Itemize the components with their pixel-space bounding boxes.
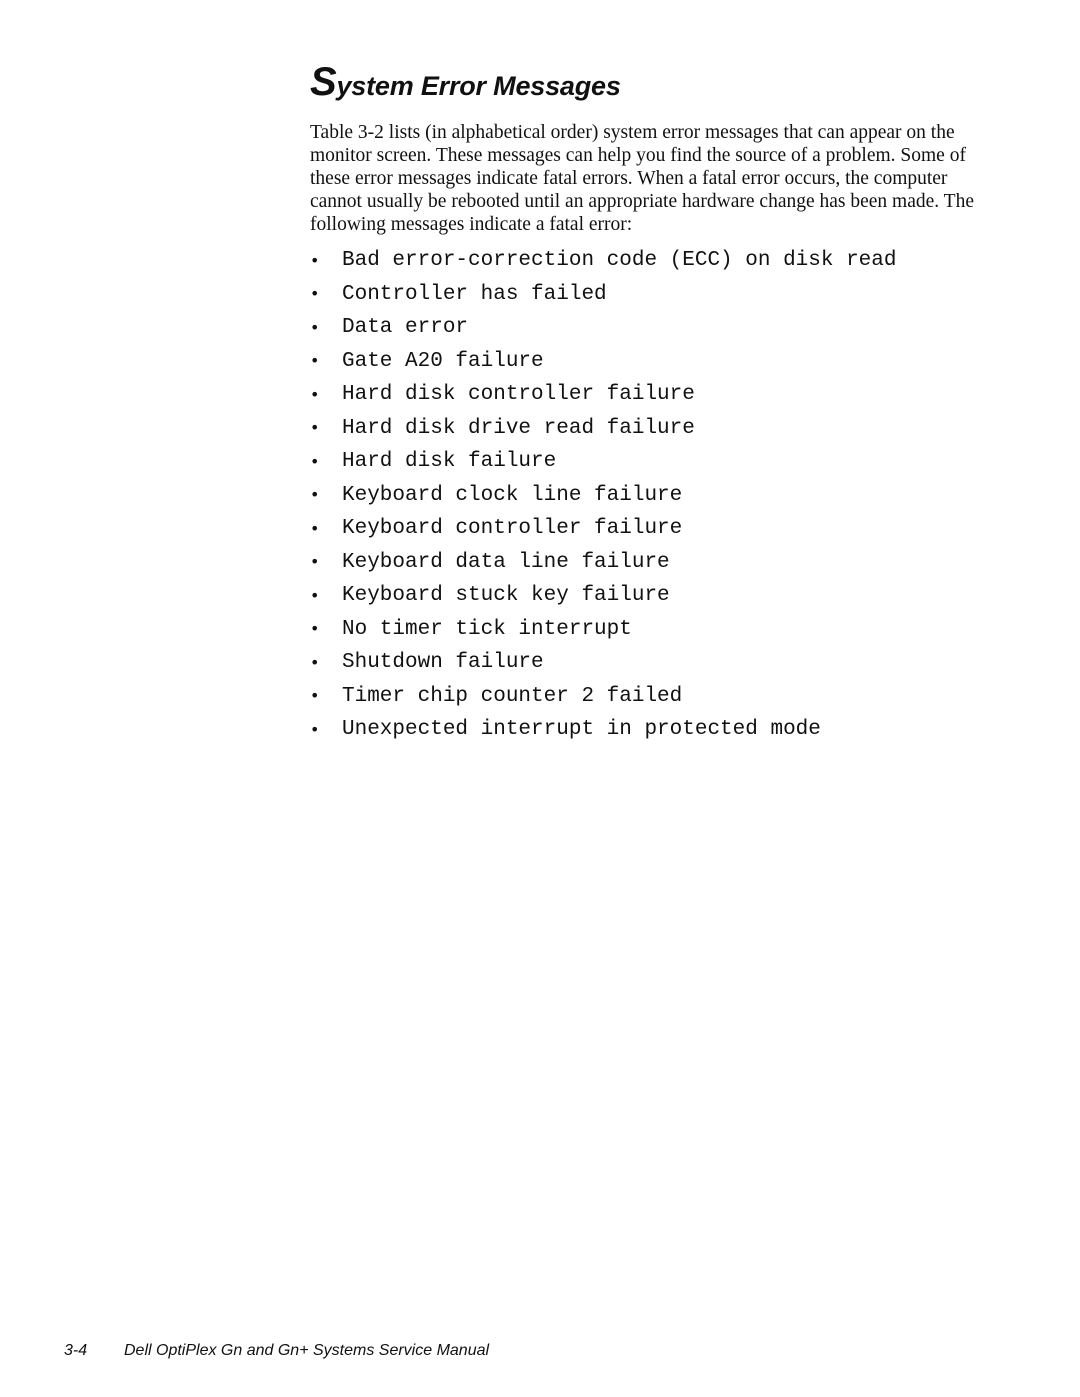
list-item xyxy=(308,680,897,714)
bullet-icon: • xyxy=(310,585,320,605)
bullet-icon: • xyxy=(310,284,320,304)
list-item xyxy=(308,311,897,345)
error-message: Hard disk failure xyxy=(342,450,557,474)
error-message: Hard disk controller failure xyxy=(342,383,695,407)
error-message: Timer chip counter 2 failed xyxy=(342,684,683,708)
list-item xyxy=(308,278,897,312)
manual-title: Dell OptiPlex Gn and Gn+ Systems Service Manual xyxy=(124,1342,490,1359)
page-number: 3-4 xyxy=(64,1342,88,1359)
page-footer xyxy=(64,1342,489,1360)
error-message: Controller has failed xyxy=(342,282,607,306)
list-item xyxy=(308,445,897,479)
error-message: Data error xyxy=(342,316,469,340)
error-message: No timer tick interrupt xyxy=(342,617,632,641)
bullet-icon: • xyxy=(310,518,320,538)
bullet-icon: • xyxy=(310,719,320,739)
bullet-icon: • xyxy=(310,384,320,404)
bullet-icon: • xyxy=(310,686,320,706)
bullet-icon: • xyxy=(310,552,320,572)
bullet-icon: • xyxy=(310,451,320,471)
bullet-icon: • xyxy=(310,250,320,270)
error-message: Keyboard stuck key failure xyxy=(342,584,670,608)
section-heading-text: ystem Error Messages xyxy=(336,71,621,101)
intro-paragraph: Table 3-2 lists (in alphabetical order) system error messages that can appear on the monitor screen. These messages can help you find the source of a problem. Some of these error messages indicate fatal errors. When a fatal error occurs, the computer cannot usually be rebooted until an appropriate hardware change has been made. The following messages indicate a fatal error: xyxy=(310,122,974,235)
list-item xyxy=(308,479,897,513)
bullet-icon: • xyxy=(310,317,320,337)
bullet-icon: • xyxy=(310,351,320,371)
list-item xyxy=(308,546,897,580)
list-item xyxy=(308,244,897,278)
error-message: Keyboard clock line failure xyxy=(342,483,683,507)
fatal-error-list xyxy=(308,244,897,747)
error-message: Keyboard controller failure xyxy=(342,517,683,541)
error-message: Hard disk drive read failure xyxy=(342,416,695,440)
list-item xyxy=(308,378,897,412)
error-message: Keyboard data line failure xyxy=(342,550,670,574)
error-message: Shutdown failure xyxy=(342,651,544,675)
error-message: Unexpected interrupt in protected mode xyxy=(342,718,821,742)
section-heading-initial: S xyxy=(310,60,337,104)
list-item xyxy=(308,613,897,647)
list-item xyxy=(308,713,897,747)
bullet-icon: • xyxy=(310,652,320,672)
bullet-icon: • xyxy=(310,619,320,639)
list-item xyxy=(308,412,897,446)
list-item xyxy=(308,345,897,379)
list-item xyxy=(308,646,897,680)
error-message: Gate A20 failure xyxy=(342,349,544,373)
section-heading xyxy=(310,62,621,102)
bullet-icon: • xyxy=(310,485,320,505)
error-message: Bad error-correction code (ECC) on disk read xyxy=(342,249,897,273)
bullet-icon: • xyxy=(310,418,320,438)
list-item xyxy=(308,579,897,613)
list-item xyxy=(308,512,897,546)
